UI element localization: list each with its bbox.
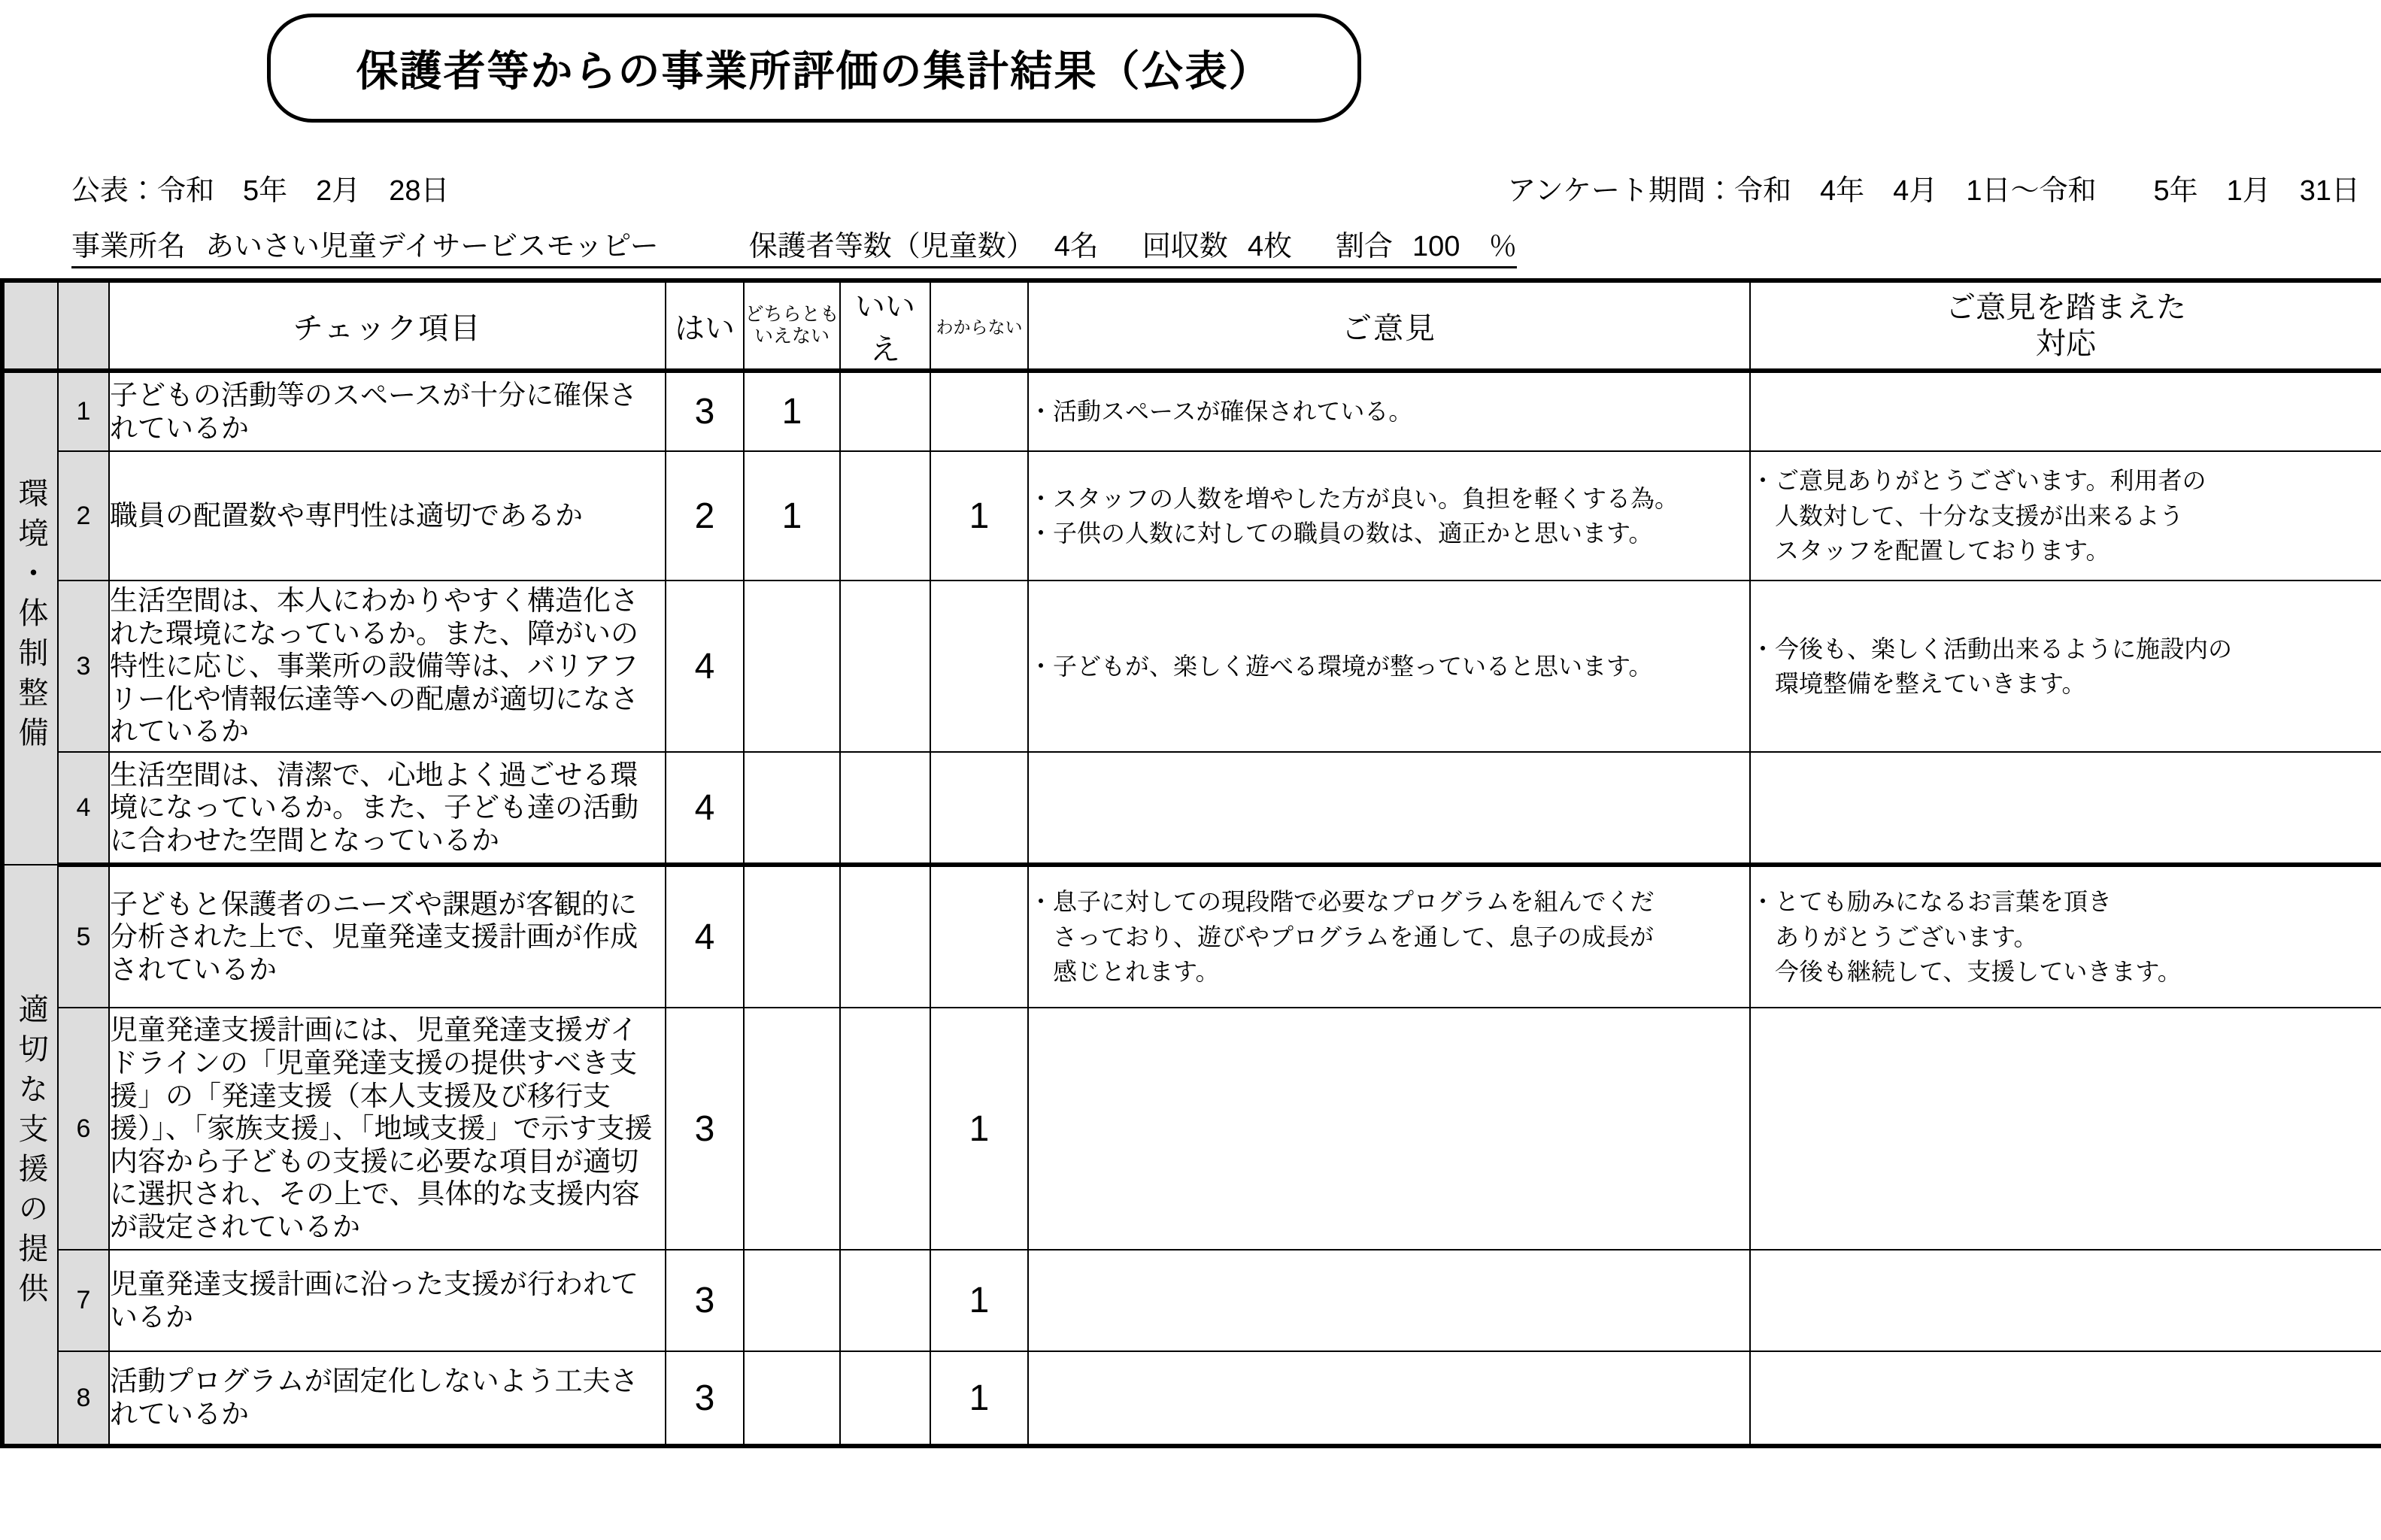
response-cell bbox=[1750, 581, 2381, 752]
question-text: 児童発達支援計画には、児童発達支援ガイドラインの「児童発達支援の提供すべき支援」の「発達支援（本人支援及び移行支援）」、「家族支援」、「地域支援」で示す支援内容から子どもの支援に必要な項目が適切に選択され、その上で、具体的な支援内容が設定されているか bbox=[109, 1008, 666, 1250]
evaluation-table bbox=[0, 278, 2381, 1448]
opinion-line: ・活動スペースが確保されている。 bbox=[1029, 398, 1413, 426]
answer-yes: 4 bbox=[666, 752, 744, 865]
question-text: 生活空間は、清潔で、心地よく過ごせる環境になっているか。また、子ども達の活動に合わせた空間となっているか bbox=[109, 752, 666, 865]
opinion-line: ・スタッフの人数を増やした方が良い。負担を軽くする為。 bbox=[1029, 484, 1679, 512]
facility-name-group bbox=[71, 223, 749, 268]
answer-neither bbox=[744, 1351, 840, 1446]
rate-value: 100 ％ bbox=[1412, 231, 1518, 262]
question-text: 子どもの活動等のスペースが十分に確保されているか bbox=[109, 371, 666, 451]
response-line: ありがとうございます。 bbox=[1751, 923, 2038, 950]
response-line: ・ご意見ありがとうございます。利用者の bbox=[1751, 467, 2207, 495]
answer-yes: 3 bbox=[666, 371, 744, 451]
opinion-line: ・息子に対しての現段階で必要なプログラムを組んでくだ bbox=[1029, 888, 1655, 916]
table-row bbox=[2, 451, 2381, 581]
facility-info-line bbox=[71, 223, 1517, 268]
category-text: 環境・体制整備 bbox=[14, 477, 47, 756]
opinion-line: ・子供の人数に対しての職員の数は、適正かと思います。 bbox=[1029, 520, 1653, 547]
answer-yes: 3 bbox=[666, 1351, 744, 1446]
response-line: 今後も継続して、支援していきます。 bbox=[1751, 958, 2182, 986]
header-yes: はい bbox=[666, 280, 744, 371]
question-text: 生活空間は、本人にわかりやすく構造化された環境になっているか。また、障がいの特性に応じ、事業所の設備等は、バリアフリー化や情報伝達等への配慮が適切になされているか bbox=[109, 581, 666, 752]
answer-dont-know bbox=[930, 865, 1028, 1008]
answer-dont-know bbox=[930, 371, 1028, 451]
header-response-line2: 対応 bbox=[2036, 327, 2096, 360]
opinion-line: 感じとれます。 bbox=[1029, 958, 1220, 986]
facility-name-label: 事業所名 bbox=[71, 231, 187, 262]
table-row bbox=[2, 581, 2381, 752]
answer-no bbox=[840, 1250, 930, 1351]
answer-yes: 4 bbox=[666, 865, 744, 1008]
answer-no bbox=[840, 1008, 930, 1250]
opinion-cell bbox=[1028, 1250, 1750, 1351]
answer-no bbox=[840, 451, 930, 581]
response-cell bbox=[1750, 1351, 2381, 1446]
question-text: 活動プログラムが固定化しないよう工夫されているか bbox=[109, 1351, 666, 1446]
answer-neither bbox=[744, 1250, 840, 1351]
collected-count: 4枚 bbox=[1247, 231, 1293, 262]
header-category bbox=[2, 280, 58, 371]
table-row bbox=[2, 1351, 2381, 1446]
row-number: 4 bbox=[58, 752, 109, 865]
answer-yes: 3 bbox=[666, 1008, 744, 1250]
response-line: 人数対して、十分な支援が出来るよう bbox=[1751, 502, 2184, 529]
question-text: 児童発達支援計画に沿った支援が行われているか bbox=[109, 1250, 666, 1351]
header-check-item: チェック項目 bbox=[109, 280, 666, 371]
opinion-cell bbox=[1028, 1008, 1750, 1250]
response-cell bbox=[1750, 865, 2381, 1008]
opinion-cell bbox=[1028, 581, 1750, 752]
answer-yes: 3 bbox=[666, 1250, 744, 1351]
row-number: 3 bbox=[58, 581, 109, 752]
rate-label: 割合 bbox=[1336, 231, 1394, 262]
answer-no bbox=[840, 371, 930, 451]
answer-neither bbox=[744, 1008, 840, 1250]
answer-dont-know: 1 bbox=[930, 1008, 1028, 1250]
answer-dont-know: 1 bbox=[930, 1351, 1028, 1446]
table-row bbox=[2, 752, 2381, 865]
answer-dont-know: 1 bbox=[930, 451, 1028, 581]
response-line: ・とても励みになるお言葉を頂き bbox=[1751, 888, 2113, 916]
answer-yes: 2 bbox=[666, 451, 744, 581]
answer-no bbox=[840, 1351, 930, 1446]
page-title: 保護者等からの事業所評価の集計結果（公表） bbox=[356, 47, 1272, 95]
survey-period: アンケート期間：令和 4年 4月 1日～令和 5年 1月 31日 bbox=[1507, 175, 2360, 207]
facility-name-value: あいさい児童デイサービスモッピー bbox=[205, 231, 659, 262]
opinion-cell bbox=[1028, 752, 1750, 865]
opinion-cell bbox=[1028, 865, 1750, 1008]
question-text: 職員の配置数や専門性は適切であるか bbox=[109, 451, 666, 581]
opinion-cell bbox=[1028, 1351, 1750, 1446]
answer-neither bbox=[744, 581, 840, 752]
response-line: 環境整備を整えていきます。 bbox=[1751, 670, 2086, 697]
opinion-line: さっており、遊びやプログラムを通して、息子の成長が bbox=[1029, 923, 1655, 950]
header-response-line1: ご意見を踏まえた bbox=[1946, 291, 2186, 324]
response-cell bbox=[1750, 1008, 2381, 1250]
header-neither-line2: いえない bbox=[754, 326, 830, 347]
header-no: いいえ bbox=[840, 280, 930, 371]
row-number: 6 bbox=[58, 1008, 109, 1250]
answer-neither bbox=[744, 865, 840, 1008]
header-response bbox=[1750, 280, 2381, 371]
row-number: 1 bbox=[58, 371, 109, 451]
answer-neither bbox=[744, 752, 840, 865]
answer-no bbox=[840, 752, 930, 865]
guardians-count: 4名 bbox=[1054, 231, 1099, 262]
answer-no bbox=[840, 581, 930, 752]
answer-no bbox=[840, 865, 930, 1008]
response-line: スタッフを配置しております。 bbox=[1751, 537, 2110, 565]
opinion-cell bbox=[1028, 451, 1750, 581]
answer-dont-know bbox=[930, 581, 1028, 752]
answer-dont-know bbox=[930, 752, 1028, 865]
answer-yes: 4 bbox=[666, 581, 744, 752]
table-row bbox=[2, 371, 2381, 451]
row-number: 7 bbox=[58, 1250, 109, 1351]
header-dont-know: わからない bbox=[930, 280, 1028, 371]
response-cell bbox=[1750, 371, 2381, 451]
answer-neither: 1 bbox=[744, 451, 840, 581]
category-label-environment bbox=[2, 371, 58, 865]
response-line: ・今後も、楽しく活動出来るように施設内の bbox=[1751, 635, 2233, 662]
category-text: 適切な支援の提供 bbox=[14, 993, 47, 1312]
row-number: 5 bbox=[58, 865, 109, 1008]
document-title-banner bbox=[267, 14, 1361, 123]
question-text: 子どもと保護者のニーズや課題が客観的に分析された上で、児童発達支援計画が作成されているか bbox=[109, 865, 666, 1008]
table-row bbox=[2, 1008, 2381, 1250]
table-header-row bbox=[2, 280, 2381, 371]
response-cell bbox=[1750, 1250, 2381, 1351]
row-number: 2 bbox=[58, 451, 109, 581]
opinion-line: ・子どもが、楽しく遊べる環境が整っていると思います。 bbox=[1029, 652, 1653, 680]
row-number: 8 bbox=[58, 1351, 109, 1446]
answer-neither: 1 bbox=[744, 371, 840, 451]
answer-dont-know: 1 bbox=[930, 1250, 1028, 1351]
response-cell bbox=[1750, 451, 2381, 581]
publication-date: 公表：令和 5年 2月 28日 bbox=[71, 175, 450, 207]
opinion-cell bbox=[1028, 371, 1750, 451]
table-row bbox=[2, 1250, 2381, 1351]
header-neither bbox=[744, 280, 840, 371]
guardians-label: 保護者等数（児童数） bbox=[748, 231, 1035, 262]
collected-label: 回収数 bbox=[1142, 231, 1228, 262]
header-opinion: ご意見 bbox=[1028, 280, 1750, 371]
survey-counts-group bbox=[749, 223, 1518, 268]
header-number bbox=[58, 280, 109, 371]
category-label-support bbox=[2, 865, 58, 1446]
response-cell bbox=[1750, 752, 2381, 865]
header-neither-line1: どちらとも bbox=[745, 304, 839, 326]
table-row bbox=[2, 865, 2381, 1008]
